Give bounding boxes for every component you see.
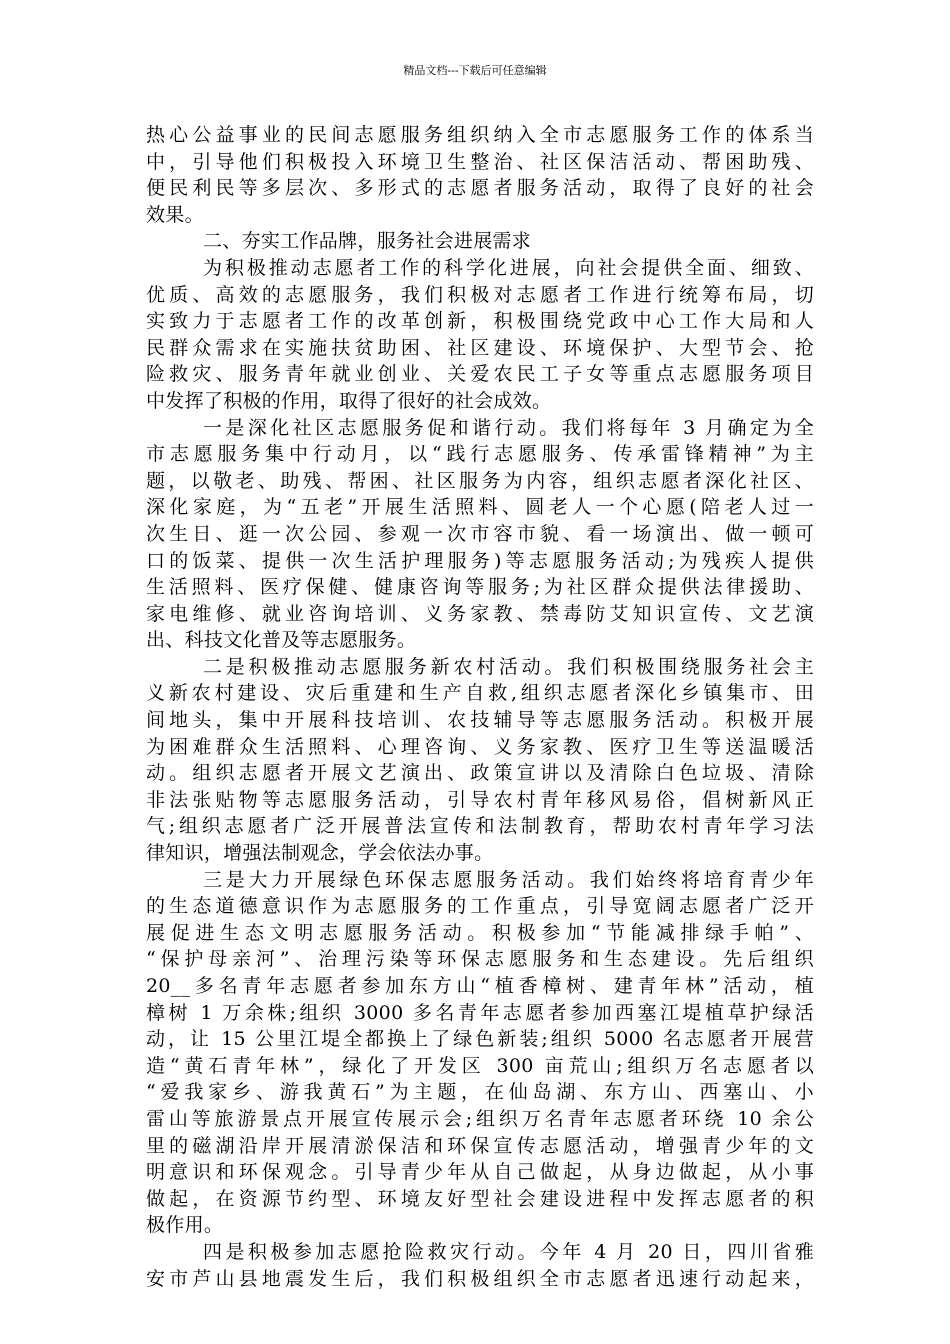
- text-line: 生活照料、医疗保健、健康咨询等服务;为社区群众提供法律援助、: [146, 576, 814, 599]
- text-line: 气;组织志愿者广泛开展普法宣传和法制教育，帮助农村青年学习法: [146, 815, 814, 838]
- paragraph-first-line: 三是大力开展绿色环保志愿服务活动。我们始终将培育青少年: [203, 868, 814, 891]
- text-line: 效果。: [146, 203, 204, 226]
- text-line: 中，引导他们积极投入环境卫生整治、社区保洁活动、帮困助残、: [146, 150, 814, 173]
- text-line: 题，以敬老、助残、帮困、社区服务为内容，组织志愿者深化社区、: [146, 469, 814, 492]
- text-line: 间地头，集中开展科技培训、农技辅导等志愿服务活动。积极开展: [146, 709, 814, 732]
- text-line: 里的磁湖沿岸开展清淤保洁和环保宣传志愿活动，增强青少年的文: [146, 1134, 814, 1157]
- paragraph-first-line: 二、夯实工作品牌，服务社会进展需求: [203, 230, 532, 253]
- text-line: 造“黄石青年林”，绿化了开发区 300 亩荒山;组织万名志愿者以: [146, 1054, 814, 1077]
- text-line: 中发挥了积极的作用，取得了很好的社会成效。: [146, 389, 552, 412]
- text-line: 的生态道德意识作为志愿服务的工作重点，引导宽阔志愿者广泛开: [146, 895, 814, 918]
- document-body: [146, 122, 814, 1292]
- text-line: 为困难群众生活照料、心理咨询、义务家教、医疗卫生等送温暖活: [146, 735, 814, 758]
- text-line: 义新农村建设、灾后重建和生产自救,组织志愿者深化乡镇集市、田: [146, 682, 814, 705]
- text-line: 口的饭菜、提供一次生活护理服务)等志愿服务活动;为残疾人提供: [146, 549, 814, 572]
- text-line: “保护母亲河”、治理污染等环保志愿服务和生态建设。先后组织: [146, 948, 814, 971]
- text-line: 动，让 15 公里江堤全都换上了绿色新装;组织 5000 名志愿者开展营: [146, 1028, 814, 1051]
- text-line: 雷山等旅游景点开展宣传展示会;组织万名青年志愿者环绕 10 余公: [146, 1107, 814, 1130]
- text-line: 深化家庭，为“五老”开展生活照料、圆老人一个心愿(陪老人过一: [146, 496, 814, 519]
- text-line: 民群众需求在实施扶贫助困、社区建设、环境保护、大型节会、抢: [146, 336, 814, 359]
- text-line: 家电维修、就业咨询培训、义务家教、禁毒防艾知识宣传、文艺演: [146, 602, 814, 625]
- text-line: 热心公益事业的民间志愿服务组织纳入全市志愿服务工作的体系当: [146, 124, 814, 146]
- text-line: 樟树 1 万余株;组织 3000 多名青年志愿者参加西塞江堤植草护绿活: [146, 1001, 814, 1024]
- text-line: 便民利民等多层次、多形式的志愿者服务活动，取得了良好的社会: [146, 177, 814, 200]
- paragraph-first-line: 一是深化社区志愿服务促和谐行动。我们将每年 3 月确定为全: [203, 416, 814, 439]
- text-line: 非法张贴物等志愿服务活动，引导农村青年移风易俗，倡树新风正: [146, 788, 814, 811]
- paragraph-first-line: 二是积极推动志愿服务新农村活动。我们积极围绕服务社会主: [203, 655, 814, 678]
- text-line: 次生日、逛一次公园、参观一次市容市貌、看一场演出、做一顿可: [146, 522, 814, 545]
- text-line: 实致力于志愿者工作的改革创新，积极围绕党政中心工作大局和人: [146, 310, 814, 333]
- paragraph-first-line: 为积极推动志愿者工作的科学化进展，向社会提供全面、细致、: [203, 256, 814, 279]
- paragraph-first-line: 四是积极参加志愿抢险救灾行动。今年 4 月 20 日，四川省雅: [203, 1240, 814, 1263]
- text-line: “爱我家乡、游我黄石”为主题，在仙岛湖、东方山、西塞山、小: [146, 1081, 814, 1104]
- text-line: 做起，在资源节约型、环境友好型社会建设进程中发挥志愿者的积: [146, 1187, 814, 1210]
- text-line: 优质、高效的志愿服务，我们积极对志愿者工作进行统筹布局，切: [146, 283, 814, 306]
- text-line: 出、科技文化普及等志愿服务。: [146, 629, 417, 652]
- text-line: 律知识，增强法制观念，学会依法办事。: [146, 842, 494, 865]
- text-line: 安市芦山县地震发生后，我们积极组织全市志愿者迅速行动起来，: [146, 1267, 814, 1290]
- text-line: 险救灾、服务青年就业创业、关爱农民工子女等重点志愿服务项目: [146, 363, 814, 386]
- page-header: 精品文档---下载后可任意编辑: [403, 64, 547, 77]
- text-line: 20__多名青年志愿者参加东方山“植香樟树、建青年林”活动，植: [146, 975, 814, 997]
- text-line: 明意识和环保观念。引导青少年从自己做起，从身边做起，从小事: [146, 1161, 814, 1184]
- text-line: 展促进生态文明志愿服务活动。积极参加“节能减排绿手帕”、: [146, 921, 814, 944]
- text-line: 市志愿服务集中行动月，以“践行志愿服务、传承雷锋精神”为主: [146, 443, 814, 466]
- text-line: 动。组织志愿者开展文艺演出、政策宣讲以及清除白色垃圾、清除: [146, 762, 814, 785]
- text-line: 极作用。: [146, 1214, 224, 1237]
